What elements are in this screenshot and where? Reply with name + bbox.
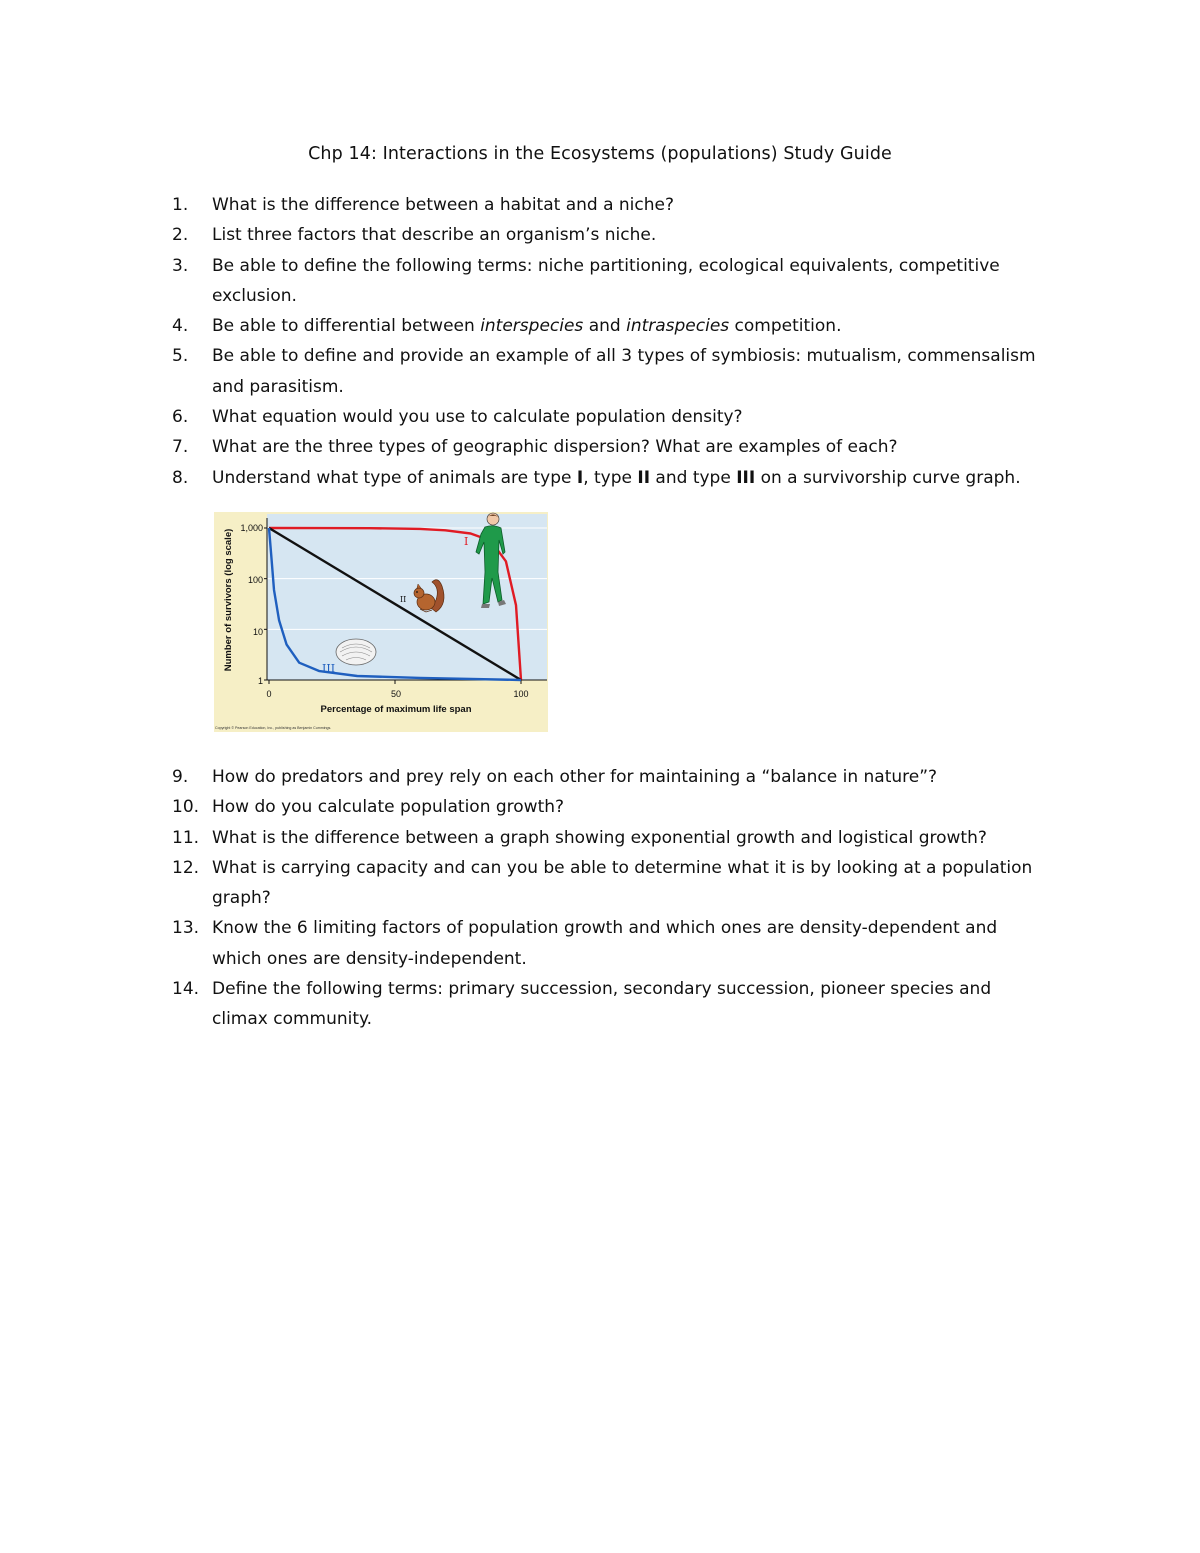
question-list xyxy=(172,190,1072,493)
item-number: 1. xyxy=(172,195,189,215)
list-item xyxy=(172,823,1072,853)
item-number: 5. xyxy=(172,346,189,367)
item-text: What are the three types of geographic dispersion? What are examples of each? xyxy=(212,437,898,458)
item-text: Be able to define and provide an example of all 3 types of symbiosis: mutualism, commensalism xyxy=(212,346,1036,367)
x-tick-label: 50 xyxy=(390,689,402,699)
x-tick-label: 0 xyxy=(266,689,272,699)
copyright-credit: Copyright © Pearson Education, Inc., publishing as Benjamin Cummings. xyxy=(215,726,332,730)
item-text: on a survivorship curve graph. xyxy=(755,467,1021,488)
bold-term: III xyxy=(736,467,756,488)
list-item xyxy=(172,792,1072,822)
item-text-continued: and parasitism. xyxy=(212,376,344,397)
survivorship-chart xyxy=(214,512,548,732)
bold-term: I xyxy=(576,467,584,488)
item-number: 4. xyxy=(172,316,189,337)
list-item xyxy=(172,762,1072,792)
y-tick-label: 1 xyxy=(257,676,263,686)
list-item xyxy=(172,190,1072,220)
list-item xyxy=(172,220,1072,250)
plot-area xyxy=(267,514,547,680)
item-text: and type xyxy=(650,467,737,488)
item-text: , type xyxy=(583,467,638,488)
x-tick-label: 100 xyxy=(513,689,529,699)
bold-term: II xyxy=(637,467,651,488)
item-number: 10. xyxy=(172,797,200,818)
list-item xyxy=(172,432,1072,462)
item-text: Know the 6 limiting factors of population growth and which ones are density-dependent and xyxy=(212,918,998,939)
item-text-continued: which ones are density-independent. xyxy=(212,948,527,969)
list-item xyxy=(172,402,1072,432)
item-text: and xyxy=(583,316,627,337)
item-text: What is the difference between a habitat and a niche? xyxy=(212,195,675,215)
y-tick-label: 10 xyxy=(252,627,263,637)
item-text-continued: exclusion. xyxy=(212,285,297,306)
list-item xyxy=(172,974,1072,1035)
y-tick-label: 1,000 xyxy=(240,523,263,533)
item-text: Be able to define the following terms: niche partitioning, ecological equivalents, competitive xyxy=(212,255,1000,276)
item-number: 8. xyxy=(172,467,189,488)
item-text-continued: climax community. xyxy=(212,1009,373,1030)
curve-label-I: I xyxy=(464,535,469,548)
list-item xyxy=(172,341,1072,402)
item-text: competition. xyxy=(729,316,842,337)
curve-label-III: III xyxy=(322,662,336,675)
y-axis-label: Number of survivors (log scale) xyxy=(223,528,234,672)
page-title: Chp 14: Interactions in the Ecosystems (populations) Study Guide xyxy=(308,144,892,164)
item-number: 3. xyxy=(172,255,189,276)
item-number: 9. xyxy=(172,767,189,787)
list-item xyxy=(172,251,1072,312)
item-number: 12. xyxy=(172,857,200,878)
x-axis-label: Percentage of maximum life span xyxy=(320,704,472,715)
item-number: 13. xyxy=(172,918,200,939)
item-number: 2. xyxy=(172,225,189,246)
italic-term: interspecies xyxy=(480,316,584,337)
list-item xyxy=(172,463,1072,493)
item-text: What equation would you use to calculate population density? xyxy=(212,407,743,428)
oyster-illustration xyxy=(336,639,376,665)
item-text: Be able to differential between xyxy=(212,316,481,337)
item-text: How do you calculate population growth? xyxy=(212,797,565,818)
italic-term: intraspecies xyxy=(626,316,730,337)
item-number: 7. xyxy=(172,437,189,458)
item-number: 14. xyxy=(172,979,200,1000)
item-text: How do predators and prey rely on each other for maintaining a “balance in nature”? xyxy=(212,767,938,787)
item-text: List three factors that describe an organism’s niche. xyxy=(212,225,657,246)
item-text: Define the following terms: primary succession, secondary succession, pioneer species and xyxy=(212,979,992,1000)
item-text: What is the difference between a graph showing exponential growth and logistical growth? xyxy=(212,827,987,848)
item-text: What is carrying capacity and can you be able to determine what it is by looking at a population xyxy=(212,857,1033,878)
curve-label-II: II xyxy=(400,595,407,604)
list-item xyxy=(172,913,1072,974)
item-text-continued: graph? xyxy=(212,888,271,909)
y-tick-label: 100 xyxy=(247,575,263,585)
question-list xyxy=(172,762,1072,1035)
item-number: 6. xyxy=(172,407,189,428)
item-number: 11. xyxy=(172,827,200,848)
list-item xyxy=(172,311,1072,341)
item-text: Understand what type of animals are type xyxy=(212,467,577,488)
list-item xyxy=(172,853,1072,914)
